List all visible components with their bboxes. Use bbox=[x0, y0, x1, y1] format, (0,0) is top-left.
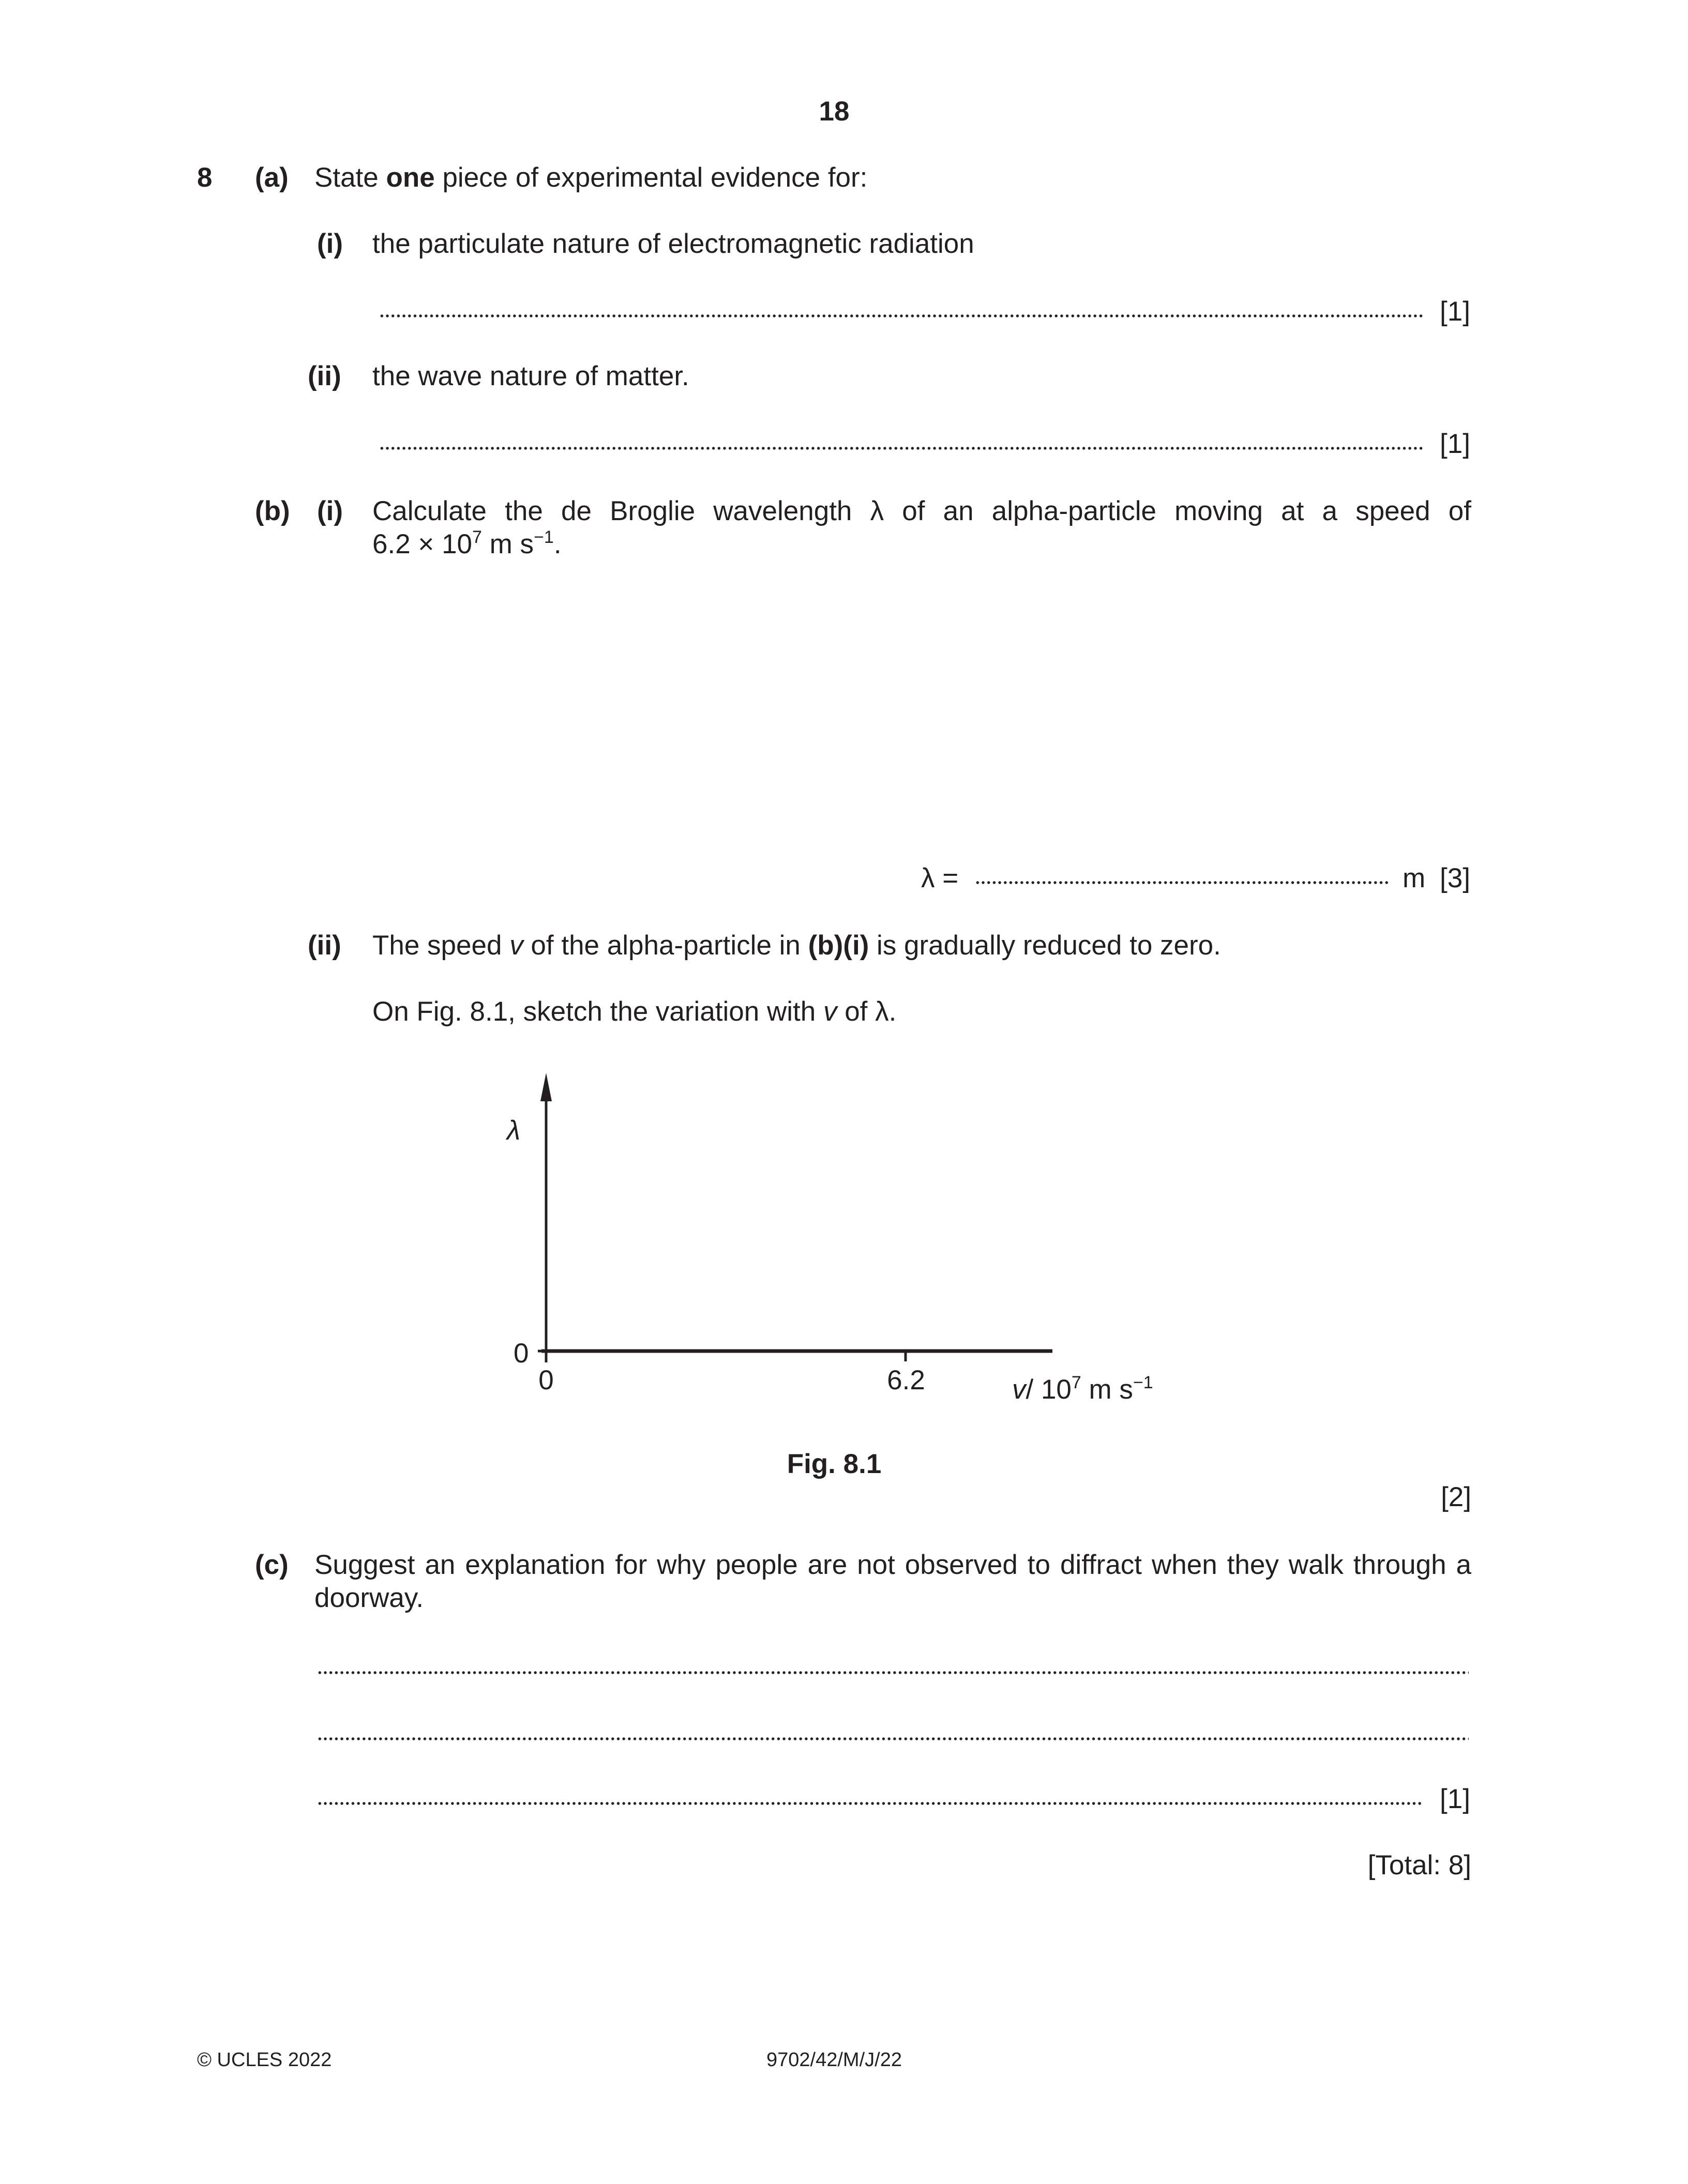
text: The speed bbox=[372, 930, 510, 961]
var: v bbox=[509, 930, 523, 961]
marks-b-ii: [2] bbox=[1441, 1482, 1471, 1512]
answer-line-c-1[interactable] bbox=[317, 1670, 1469, 1676]
var: v bbox=[1012, 1374, 1026, 1405]
var: v bbox=[823, 996, 837, 1027]
part-b-i-line1: Calculate the de Broglie wavelength λ of an alpha-particle moving at a speed of bbox=[372, 496, 1471, 526]
marks-b-i: [3] bbox=[1440, 863, 1470, 893]
page-number: 18 bbox=[819, 96, 850, 127]
y-axis-arrow bbox=[540, 1073, 552, 1101]
speed-value: 6.2 × 10 bbox=[372, 529, 473, 559]
total-marks: [Total: 8] bbox=[1367, 1850, 1471, 1880]
text: is gradually reduced to zero. bbox=[869, 930, 1221, 961]
ref: (b)(i) bbox=[808, 930, 869, 961]
text: On Fig. 8.1, sketch the variation with bbox=[372, 996, 823, 1027]
part-a-ii-label: (ii) bbox=[308, 361, 341, 391]
part-c-line2: doorway. bbox=[314, 1583, 424, 1613]
y-axis-label: λ bbox=[507, 1115, 521, 1146]
marks-c: [1] bbox=[1440, 1784, 1470, 1814]
question-number: 8 bbox=[197, 162, 213, 193]
stem-text: State bbox=[314, 162, 386, 193]
marks-a-i: [1] bbox=[1440, 296, 1470, 327]
part-b-i-label: (i) bbox=[317, 496, 343, 526]
stem-bold: one bbox=[386, 162, 435, 193]
answer-line-c-3[interactable] bbox=[317, 1800, 1423, 1807]
period: . bbox=[553, 529, 562, 559]
footer-copyright: © UCLES 2022 bbox=[197, 2049, 332, 2071]
part-c-line1: Suggest an explanation for why people are not observed to diffract when they walk through a bbox=[314, 1550, 1471, 1580]
unit: m s bbox=[481, 529, 534, 559]
stem-text: piece of experimental evidence for: bbox=[434, 162, 868, 193]
part-a-i-text: the particulate nature of electromagnetic radiation bbox=[372, 229, 974, 259]
x-tick-label-0: 0 bbox=[538, 1365, 554, 1396]
x-axis-label bbox=[1012, 1374, 1153, 1405]
answer-unit: m bbox=[1403, 863, 1426, 893]
part-a-label: (a) bbox=[255, 162, 289, 193]
figure-caption: Fig. 8.1 bbox=[787, 1449, 882, 1479]
answer-line-c-2[interactable] bbox=[317, 1736, 1469, 1742]
unit: / 10 bbox=[1026, 1374, 1072, 1405]
answer-prefix: λ = bbox=[921, 863, 959, 893]
exponent: 7 bbox=[472, 527, 482, 547]
part-c-label: (c) bbox=[255, 1550, 289, 1580]
exponent: −1 bbox=[1133, 1373, 1153, 1392]
part-a-ii-text: the wave nature of matter. bbox=[372, 361, 689, 391]
part-b-ii-label: (ii) bbox=[308, 930, 341, 961]
text: of the alpha-particle in bbox=[523, 930, 808, 961]
footer-code: 9702/42/M/J/22 bbox=[766, 2049, 902, 2071]
exponent: 7 bbox=[1071, 1373, 1081, 1392]
unit: m s bbox=[1081, 1374, 1133, 1405]
exponent: −1 bbox=[534, 527, 554, 547]
part-a-i-label: (i) bbox=[317, 229, 343, 259]
text: of λ. bbox=[837, 996, 897, 1027]
x-tick-label-6-2: 6.2 bbox=[887, 1365, 925, 1396]
y-tick-label-0: 0 bbox=[514, 1338, 529, 1369]
part-b-label: (b) bbox=[255, 496, 290, 526]
marks-a-ii: [1] bbox=[1440, 429, 1470, 459]
